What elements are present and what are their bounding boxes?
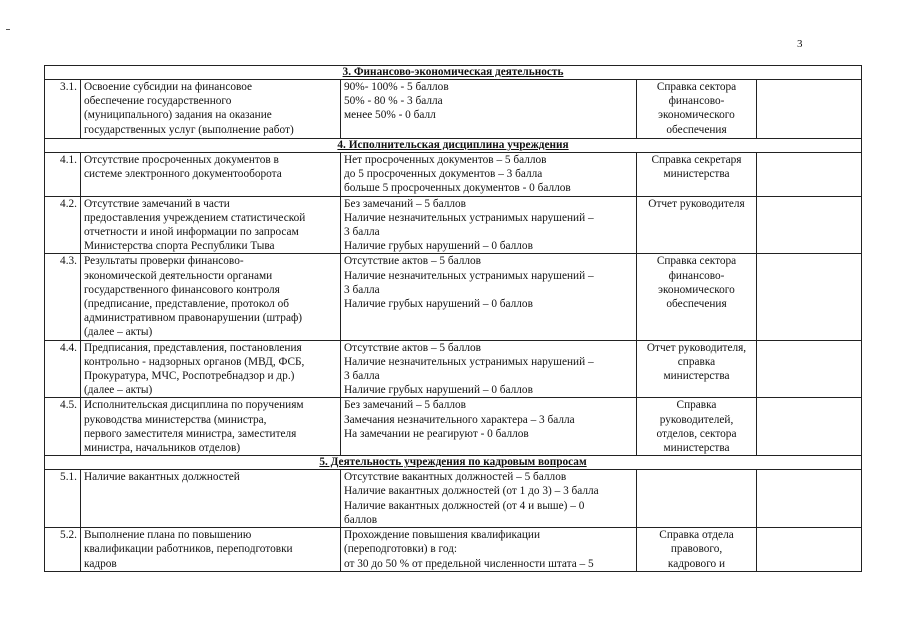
criteria-line: Наличие вакантных должностей (от 4 и выше) – 0 <box>344 499 585 512</box>
text-line: обеспечение государственного <box>84 95 232 108</box>
score-cell <box>757 340 862 398</box>
text-line: первого заместителя министра, заместителя <box>84 427 297 440</box>
page-number: 3 <box>797 38 803 50</box>
text-line: Справка сектора <box>656 81 737 93</box>
text-line: руководителей, <box>659 413 734 426</box>
text-line: Справка отдела <box>659 529 734 542</box>
text-line: Отчет руководителя <box>648 197 745 210</box>
row-number: 5.1. <box>45 470 81 528</box>
criteria-cell <box>341 398 637 456</box>
text-line: руководства министерства (министра, <box>84 413 267 426</box>
criteria-line: Без замечаний – 5 баллов <box>344 399 467 412</box>
source-cell <box>637 153 757 197</box>
text-line: (далее – акты) <box>84 384 153 397</box>
text-line: отчетности и иной информации по запросам <box>84 226 299 239</box>
criteria-cell <box>341 528 637 572</box>
text-line: правового, <box>670 543 723 556</box>
indicator-cell <box>81 80 341 139</box>
text-line: Наличие вакантных должностей <box>84 471 240 484</box>
text-line: Справка <box>676 399 717 412</box>
indicator-cell <box>81 196 341 254</box>
row-number: 5.2. <box>45 528 81 572</box>
row-number: 4.4. <box>45 340 81 398</box>
criteria-cell <box>341 153 637 197</box>
text-line: квалификации работников, переподготовки <box>84 543 293 556</box>
text-line: Выполнение плана по повышению <box>84 529 252 542</box>
row-number: 4.3. <box>45 254 81 340</box>
text-line: обеспечения <box>666 298 727 311</box>
text-line: Отсутствие просроченных документов в <box>84 154 279 166</box>
text-line: экономической деятельности органами <box>84 269 273 282</box>
indicator-cell <box>81 340 341 398</box>
criteria-cell <box>341 254 637 340</box>
text-line: экономического <box>658 109 735 122</box>
section-title: 4. Исполнительская дисциплина учреждения <box>45 139 862 153</box>
text-line: экономического <box>658 283 735 296</box>
text-line: Освоение субсидии на финансовое <box>84 81 253 93</box>
criteria-line: Отсутствие актов – 5 баллов <box>344 255 482 268</box>
text-line: кадров <box>84 557 117 570</box>
criteria-cell <box>341 470 637 528</box>
text-line: Отсутствие замечаний в части <box>84 197 230 210</box>
source-cell <box>637 340 757 398</box>
text-line: контрольно - надзорных органов (МВД, ФСБ, <box>84 355 305 368</box>
section-title: 5. Деятельность учреждения по кадровым вопросам <box>45 456 862 470</box>
criteria-line: Прохождение повышения квалификации <box>344 529 541 542</box>
text-line: (предписание, представление, протокол об <box>84 298 289 311</box>
score-cell <box>757 470 862 528</box>
text-line: кадрового и <box>667 557 726 570</box>
text-line: административном правонарушении (штраф) <box>84 312 303 325</box>
criteria-line: баллов <box>344 513 378 526</box>
table-row <box>45 528 862 572</box>
criteria-line: Отсутствие вакантных должностей – 5 баллов <box>344 471 567 484</box>
section-header-row <box>45 66 862 80</box>
criteria-line: Нет просроченных документов – 5 баллов <box>344 154 547 166</box>
source-cell <box>637 80 757 139</box>
criteria-cell <box>341 196 637 254</box>
score-cell <box>757 80 862 139</box>
text-line: Предписания, представления, постановления <box>84 341 302 354</box>
score-cell <box>757 153 862 197</box>
criteria-line: Замечания незначительного характера – 3 балла <box>344 413 575 426</box>
table-row <box>45 196 862 254</box>
text-line: обеспечения <box>666 123 727 136</box>
criteria-line: больше 5 просроченных документов - 0 баллов <box>344 182 571 195</box>
text-line: министра, начальников отделов) <box>84 442 241 455</box>
criteria-cell <box>341 340 637 398</box>
criteria-line: 50% - 80 % - 3 балла <box>344 95 443 108</box>
text-line: отделов, сектора <box>656 427 737 440</box>
table-row <box>45 470 862 528</box>
criteria-line: Наличие вакантных должностей (от 1 до 3) – 3 балла <box>344 485 599 498</box>
indicator-cell <box>81 153 341 197</box>
criteria-line: 3 балла <box>344 283 380 296</box>
criteria-line: Наличие грубых нарушений – 0 баллов <box>344 240 533 253</box>
row-number: 4.1. <box>45 153 81 197</box>
indicator-cell <box>81 398 341 456</box>
criteria-table <box>44 65 862 572</box>
score-cell <box>757 398 862 456</box>
source-cell <box>637 528 757 572</box>
table-row <box>45 340 862 398</box>
text-line: финансово- <box>668 95 725 108</box>
score-cell <box>757 528 862 572</box>
criteria-line: до 5 просроченных документов – 3 балла <box>344 168 543 181</box>
text-line: Исполнительская дисциплина по поручениям <box>84 399 304 412</box>
text-line: министерства <box>663 168 730 181</box>
criteria-line: Без замечаний – 5 баллов <box>344 197 467 210</box>
text-line: Министерства спорта Республики Тыва <box>84 240 275 253</box>
indicator-cell <box>81 528 341 572</box>
criteria-line: 3 балла <box>344 226 380 239</box>
scan-edge-mark <box>6 29 10 30</box>
text-line: (далее – акты) <box>84 326 153 339</box>
source-cell <box>637 196 757 254</box>
text-line: Справка сектора <box>656 255 737 268</box>
text-line: справка <box>677 355 716 368</box>
indicator-cell <box>81 254 341 340</box>
source-cell <box>637 470 757 528</box>
indicator-cell <box>81 470 341 528</box>
criteria-line: Наличие незначительных устранимых нарушений – <box>344 355 594 368</box>
criteria-line: Наличие грубых нарушений – 0 баллов <box>344 298 533 311</box>
section-header-row <box>45 456 862 470</box>
text-line: министерства <box>663 442 730 455</box>
criteria-line: 3 балла <box>344 370 380 383</box>
table-row <box>45 153 862 197</box>
score-cell <box>757 196 862 254</box>
row-number: 3.1. <box>45 80 81 139</box>
criteria-line: Отсутствие актов – 5 баллов <box>344 341 482 354</box>
criteria-line: 90%- 100% - 5 баллов <box>344 81 449 93</box>
criteria-cell <box>341 80 637 139</box>
table-row <box>45 80 862 139</box>
text-line: (муниципального) задания на оказание <box>84 109 272 122</box>
criteria-line: Наличие грубых нарушений – 0 баллов <box>344 384 533 397</box>
criteria-line: На замечании не реагируют - 0 баллов <box>344 427 529 440</box>
criteria-line: менее 50% - 0 балл <box>344 109 436 122</box>
source-cell <box>637 398 757 456</box>
text-line: государственного финансового контроля <box>84 283 280 296</box>
text-line: Отчет руководителя, <box>646 341 747 354</box>
text-line: Справка секретаря <box>651 154 742 166</box>
section-title: 3. Финансово-экономическая деятельность <box>45 66 862 80</box>
criteria-line: (переподготовки) в год: <box>344 543 458 556</box>
source-cell <box>637 254 757 340</box>
score-cell <box>757 254 862 340</box>
section-header-row <box>45 139 862 153</box>
text-line: министерства <box>663 370 730 383</box>
text-line: государственных услуг (выполнение работ) <box>84 123 294 136</box>
criteria-line: Наличие незначительных устранимых нарушений – <box>344 211 594 224</box>
text-line: финансово- <box>668 269 725 282</box>
text-line: предоставления учреждением статистической <box>84 211 306 224</box>
text-line: Прокуратура, МЧС, Роспотребнадзор и др.) <box>84 370 295 383</box>
criteria-line: Наличие незначительных устранимых нарушений – <box>344 269 594 282</box>
row-number: 4.5. <box>45 398 81 456</box>
text-line: системе электронного документооборота <box>84 168 282 181</box>
table-row <box>45 398 862 456</box>
table-row <box>45 254 862 340</box>
text-line: Результаты проверки финансово- <box>84 255 244 268</box>
criteria-line: от 30 до 50 % от предельной численности штата – 5 <box>344 557 594 570</box>
row-number: 4.2. <box>45 196 81 254</box>
